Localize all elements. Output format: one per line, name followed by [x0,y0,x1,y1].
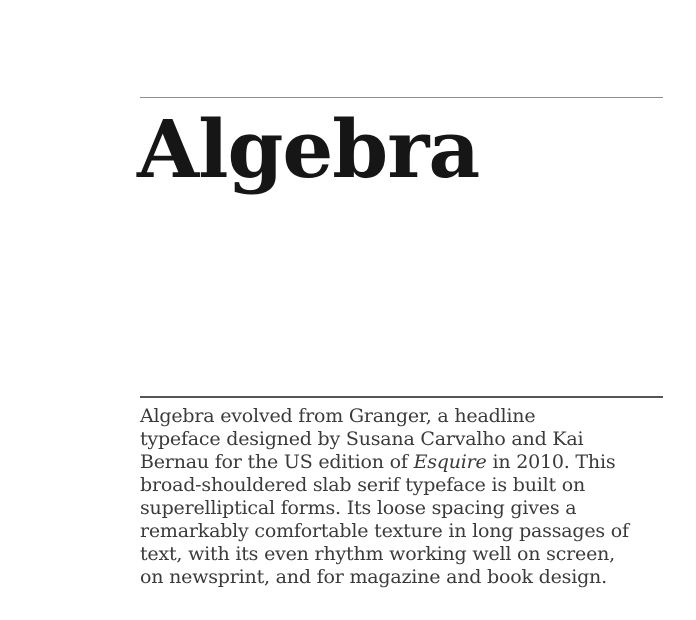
description-line-3 [140,451,680,474]
description-line-3-pre: Bernau for the US edition of [140,451,414,473]
description-line-3-esquire-italic: Esquire [413,451,487,473]
description-line-4: broad-shouldered slab serif typeface is built on [140,474,586,496]
description-line-5: superelliptical forms. Its loose spacing gives a [140,497,577,519]
description-line-7: text, with its even rhythm working well on screen, [140,543,616,565]
typeface-title: Algebra [137,102,480,196]
bottom-divider [140,396,663,398]
description-line-3-post: in 2010. This [486,451,616,473]
description-line-2: typeface designed by Susana Carvalho and Kai [140,428,584,450]
description-line-6: remarkably comfortable texture in long passages of [140,520,629,542]
top-divider [140,97,663,98]
typeface-description [140,405,680,589]
description-line-1: Algebra evolved from Granger, a headline [140,405,536,427]
description-line-8: on newsprint, and for magazine and book design. [140,566,607,588]
